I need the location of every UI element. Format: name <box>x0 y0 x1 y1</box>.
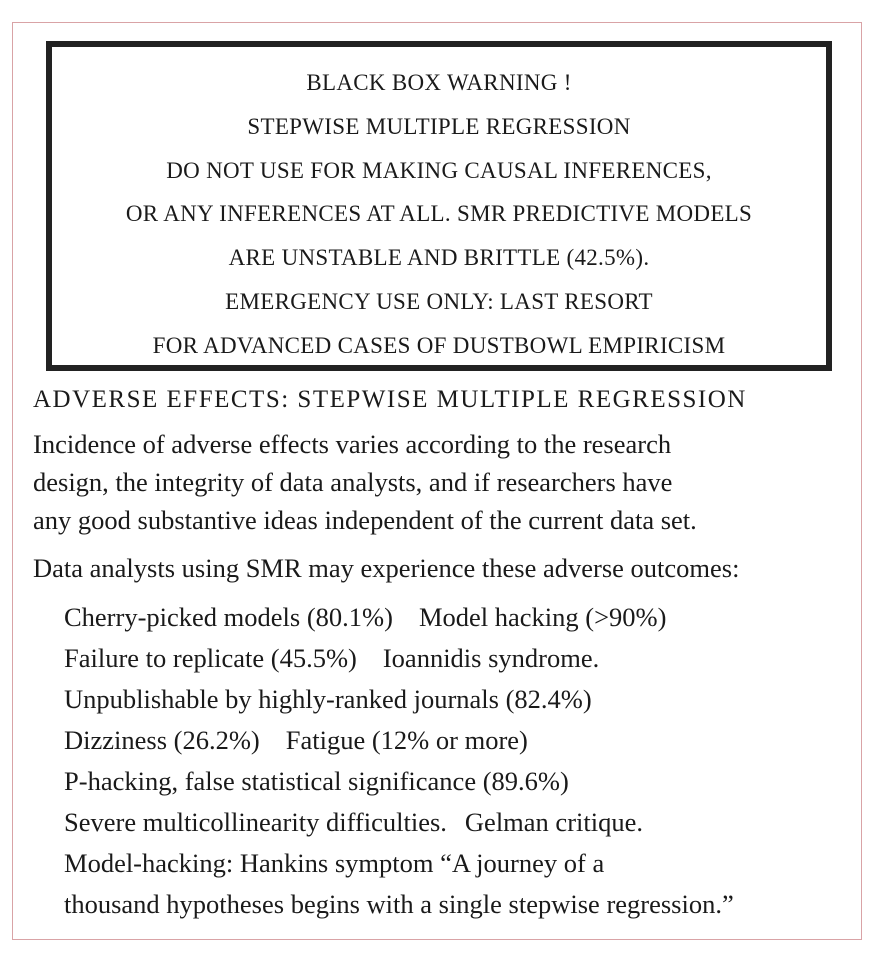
effect-gelman: Gelman critique. <box>464 807 643 837</box>
effect-multicollinearity: Severe multicollinearity difficulties. <box>64 807 447 837</box>
effect-p-hacking: P-hacking, false statistical significance (89.6%) <box>64 766 569 796</box>
warning-line: DO NOT USE FOR MAKING CAUSAL INFERENCES, <box>166 157 712 183</box>
effect-ioannidis: Ioannidis syndrome. <box>382 643 600 673</box>
effect-cherry-picked: Cherry-picked models (80.1%) <box>64 602 393 632</box>
intro-line: any good substantive ideas independent of the current data set. <box>33 505 697 535</box>
adverse-intro <box>33 425 697 539</box>
adverse-effects-title: ADVERSE EFFECTS: STEPWISE MULTIPLE REGRESSION <box>33 386 747 413</box>
list-item <box>64 802 734 843</box>
effect-fatigue: Fatigue (12% or more) <box>285 725 528 755</box>
warning-line: EMERGENCY USE ONLY: LAST RESORT <box>225 288 653 314</box>
adverse-lead: Data analysts using SMR may experience these adverse outcomes: <box>33 553 740 583</box>
list-item <box>64 761 734 802</box>
effect-failure-replicate: Failure to replicate (45.5%) <box>64 643 357 673</box>
warning-subject: STEPWISE MULTIPLE REGRESSION <box>247 113 631 139</box>
black-box-warning <box>46 41 832 371</box>
effect-hankins-line-2: thousand hypotheses begins with a single stepwise regression.” <box>64 889 734 919</box>
list-item <box>64 884 734 925</box>
list-item <box>64 843 734 884</box>
warning-line: ARE UNSTABLE AND BRITTLE (42.5%). <box>228 245 650 271</box>
adverse-effects-list <box>64 597 734 925</box>
effect-dizziness: Dizziness (26.2%) <box>64 725 260 755</box>
effect-unpublishable: Unpublishable by highly-ranked journals (82.4%) <box>64 684 592 714</box>
effect-model-hacking: Model hacking (>90%) <box>418 602 667 632</box>
list-item <box>64 720 734 761</box>
warning-heading: BLACK BOX WARNING ! <box>306 70 572 95</box>
list-item <box>64 679 734 720</box>
warning-line: FOR ADVANCED CASES OF DUSTBOWL EMPIRICISM <box>152 332 726 358</box>
intro-line: Incidence of adverse effects varies according to the research <box>33 429 672 459</box>
intro-line: design, the integrity of data analysts, and if researchers have <box>33 467 673 497</box>
effect-hankins-line-1: Model-hacking: Hankins symptom “A journey of a <box>64 848 605 878</box>
warning-line: OR ANY INFERENCES AT ALL. SMR PREDICTIVE MODELS <box>125 201 753 227</box>
list-item <box>64 638 734 679</box>
list-item <box>64 597 734 638</box>
